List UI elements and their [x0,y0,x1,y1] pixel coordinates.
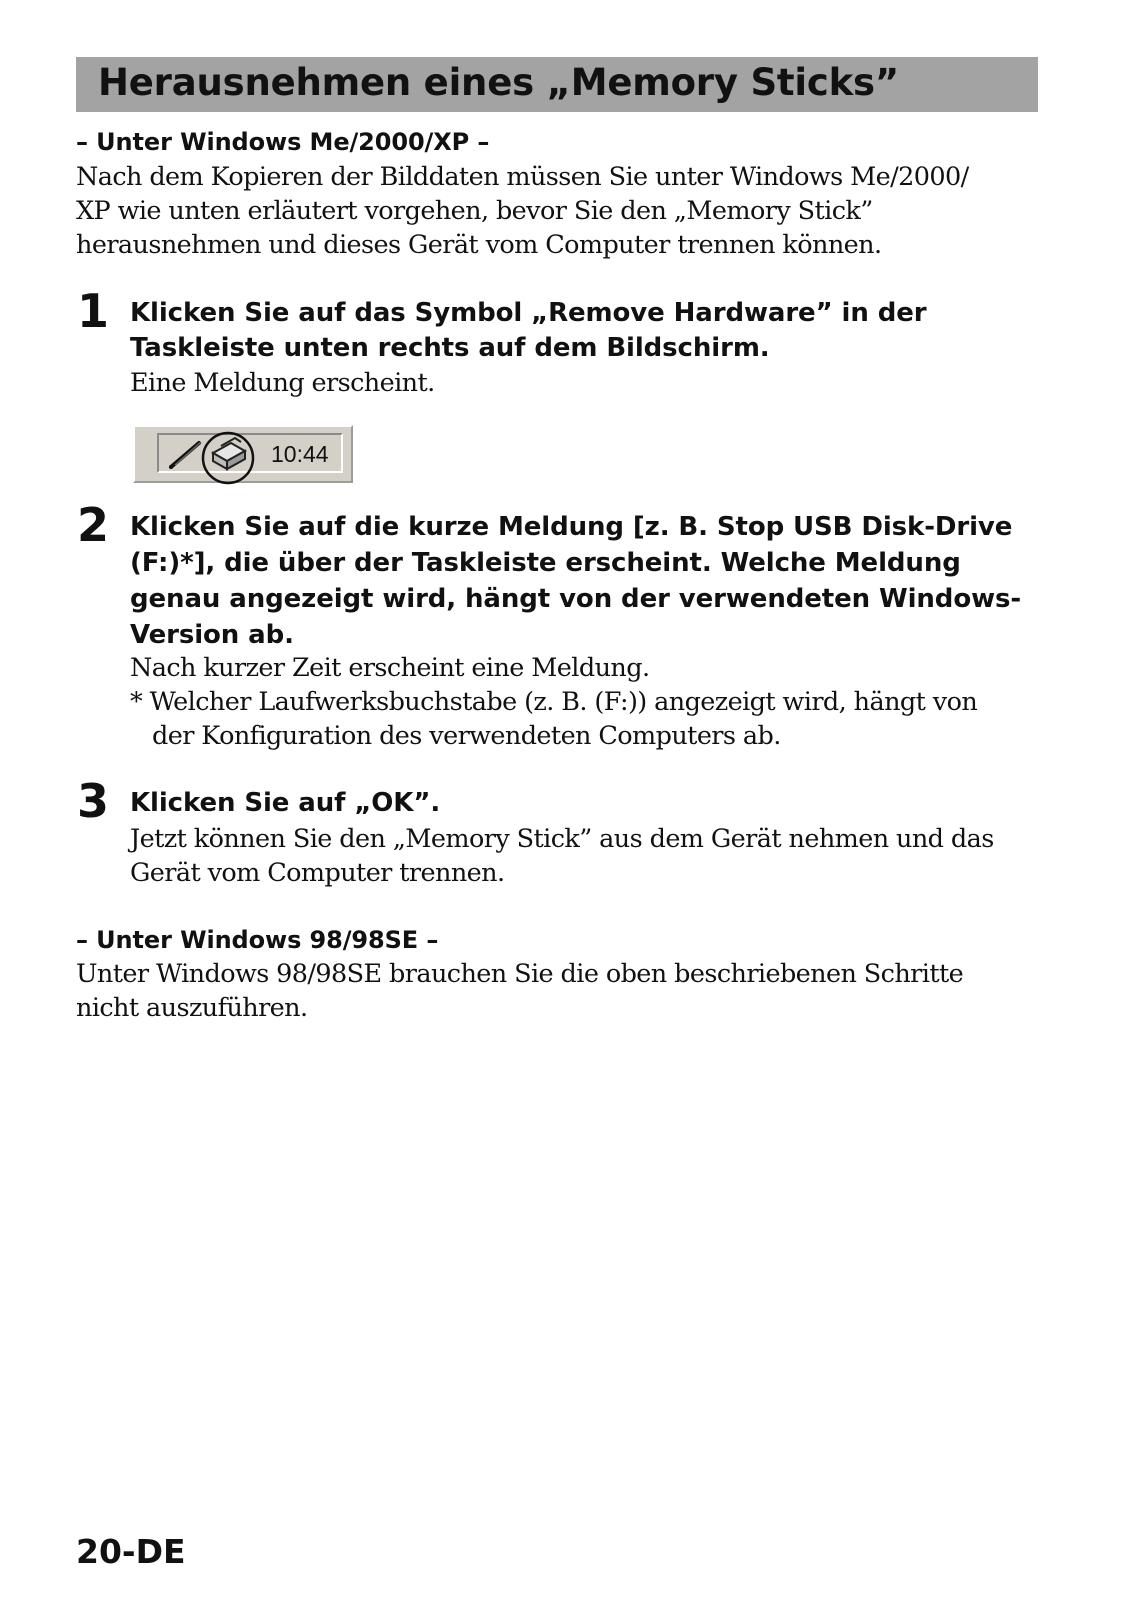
intro-line-2: XP wie unten erläutert vorgehen, bevor Sie den „Memory Stick” [76,196,873,226]
taskbar-screenshot [133,425,353,483]
step-2-title-line-2: (F:)*], die über der Taskleiste erscheint. Welche Meldung [130,548,961,578]
title-bar [76,57,1038,112]
step-number-3: 3 [77,774,110,828]
intro-line-3: herausnehmen und dieses Gerät vom Computer trennen können. [76,230,882,260]
step-number-1: 1 [77,284,110,338]
system-tray [157,433,343,473]
step-2-note-line-2: der Konfiguration des verwendeten Computers ab. [152,721,781,751]
step-3-title: Klicken Sie auf „OK”. [130,788,441,818]
win98-line-1: Unter Windows 98/98SE brauchen Sie die oben beschriebenen Schritte [76,959,964,989]
step-2-note-line-1: * Welcher Laufwerksbuchstabe (z. B. (F:)) angezeigt wird, hängt von [130,687,978,717]
section-heading-xp: – Unter Windows Me/2000/XP – [76,128,490,156]
step-1-title-line-1: Klicken Sie auf das Symbol „Remove Hardware” in der [130,298,927,328]
remove-hardware-icon[interactable] [201,431,257,492]
step-1-body: Eine Meldung erscheint. [130,368,435,398]
section-heading-98: – Unter Windows 98/98SE – [76,926,439,954]
page-title: Herausnehmen eines „Memory Sticks” [98,61,899,104]
clock: 10:44 [271,441,329,467]
step-2-body: Nach kurzer Zeit erscheint eine Meldung. [130,653,650,683]
step-2-title-line-1: Klicken Sie auf die kurze Meldung [z. B. Stop USB Disk-Drive [130,512,1013,542]
step-3-body-line-1: Jetzt können Sie den „Memory Stick” aus dem Gerät nehmen und das [130,824,994,854]
step-number-2: 2 [77,498,110,552]
step-2-title-line-4: Version ab. [130,620,294,650]
step-3-body-line-2: Gerät vom Computer trennen. [130,858,505,888]
step-2-title-line-3: genau angezeigt wird, hängt von der verwendeten Windows- [130,584,1022,614]
intro-line-1: Nach dem Kopieren der Bilddaten müssen Sie unter Windows Me/2000/ [76,162,969,192]
page-number: 20-DE [76,1532,186,1571]
win98-line-2: nicht auszuführen. [76,993,308,1023]
step-1-title-line-2: Taskleiste unten rechts auf dem Bildschirm. [130,333,770,363]
